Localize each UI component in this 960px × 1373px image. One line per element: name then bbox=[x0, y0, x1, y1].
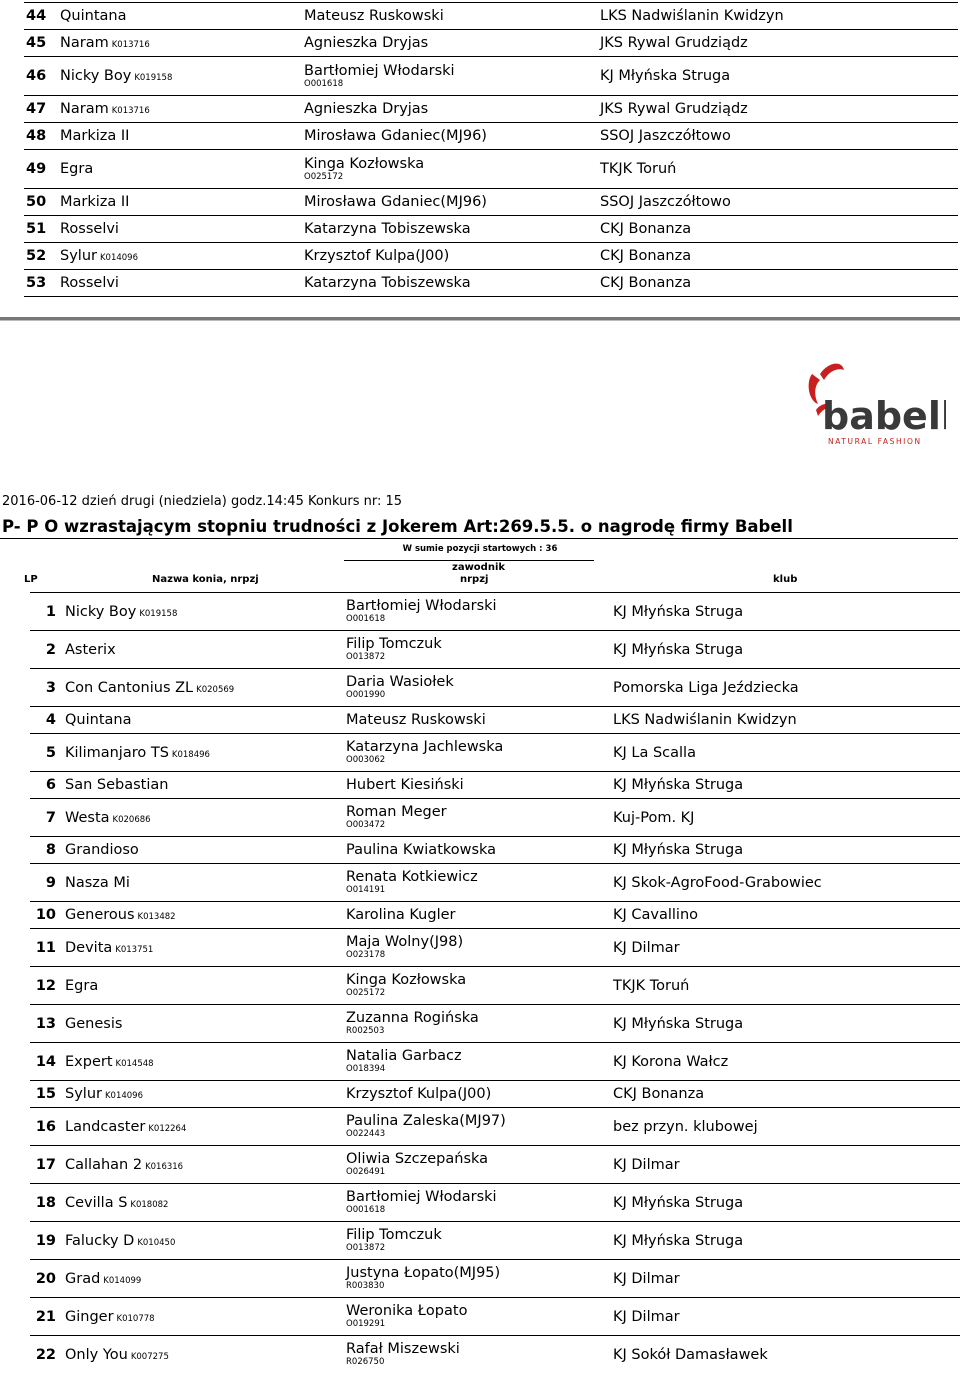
club-name: LKS Nadwiślanin Kwidzyn bbox=[600, 3, 958, 30]
horse-code: K010778 bbox=[116, 1313, 155, 1324]
rider-code: O001618 bbox=[346, 614, 386, 624]
horse-code: K013751 bbox=[115, 944, 154, 955]
horse-name: Egra bbox=[60, 161, 94, 177]
rider-name: Paulina Kwiatkowska bbox=[346, 842, 497, 858]
table-row bbox=[24, 57, 958, 96]
rider-cell bbox=[346, 902, 613, 929]
rider-cell bbox=[304, 270, 600, 297]
previous-start-list-table bbox=[24, 2, 958, 297]
rider-name: Bartłomiej Włodarski bbox=[304, 62, 455, 79]
start-number: 7 bbox=[30, 799, 65, 837]
horse-name: Genesis bbox=[65, 1015, 123, 1032]
rider-code: R002503 bbox=[346, 1026, 385, 1036]
start-number: 20 bbox=[30, 1260, 65, 1298]
rider-cell bbox=[346, 1298, 613, 1336]
table-row bbox=[30, 967, 960, 1005]
table-row bbox=[24, 189, 958, 216]
rider-cell bbox=[346, 799, 613, 837]
rider-cell bbox=[346, 593, 613, 631]
rider-name: Mateusz Ruskowski bbox=[304, 8, 444, 24]
rider-cell bbox=[304, 30, 600, 57]
horse-name: Cevilla S bbox=[65, 1194, 128, 1211]
rider-cell bbox=[346, 967, 613, 1005]
horse-code: K018082 bbox=[130, 1199, 169, 1210]
rider-name: Mirosława Gdaniec(MJ96) bbox=[304, 194, 487, 210]
rider-name: Roman Meger bbox=[346, 804, 447, 820]
rider-cell bbox=[304, 150, 600, 189]
table-row bbox=[30, 1222, 960, 1260]
rider-name: Filip Tomczuk bbox=[346, 1227, 442, 1243]
club-name: JKS Rywal Grudziądz bbox=[600, 30, 958, 57]
club-name: TKJK Toruń bbox=[613, 967, 960, 1005]
horse-code: K007275 bbox=[130, 1351, 169, 1362]
start-number: 16 bbox=[30, 1108, 65, 1146]
horse-name: Nicky Boy bbox=[65, 603, 137, 620]
start-number: 8 bbox=[30, 837, 65, 864]
babell-logo-graphic bbox=[798, 334, 946, 480]
horse-name: Sylur bbox=[60, 248, 97, 264]
horse-cell bbox=[56, 243, 304, 270]
start-number: 48 bbox=[24, 123, 56, 150]
club-name: JKS Rywal Grudziądz bbox=[600, 96, 958, 123]
table-row bbox=[24, 96, 958, 123]
rider-cell bbox=[346, 1108, 613, 1146]
rider-cell bbox=[346, 1081, 613, 1108]
rider-cell bbox=[346, 837, 613, 864]
horse-code: K013716 bbox=[111, 40, 150, 50]
table-row bbox=[30, 631, 960, 669]
rider-name: Krzysztof Kulpa(J00) bbox=[304, 248, 450, 264]
rider-cell bbox=[346, 669, 613, 707]
rider-name: Hubert Kiesiński bbox=[346, 777, 464, 793]
rider-code: O018394 bbox=[346, 1064, 386, 1074]
horse-cell bbox=[65, 967, 346, 1005]
table-row bbox=[30, 864, 960, 902]
horse-name: Nicky Boy bbox=[60, 68, 132, 84]
horse-code: K020686 bbox=[112, 814, 151, 825]
rider-name: Kinga Kozłowska bbox=[346, 972, 467, 988]
club-name: KJ Młyńska Struga bbox=[613, 1184, 960, 1222]
rider-name: Bartłomiej Włodarski bbox=[346, 598, 497, 614]
start-number: 18 bbox=[30, 1184, 65, 1222]
horse-cell bbox=[65, 799, 346, 837]
horse-cell bbox=[56, 216, 304, 243]
horse-cell bbox=[65, 1298, 346, 1336]
club-name: KJ Młyńska Struga bbox=[613, 837, 960, 864]
rider-name: Kinga Kozłowska bbox=[304, 155, 425, 172]
start-number: 21 bbox=[30, 1298, 65, 1336]
start-number: 6 bbox=[30, 772, 65, 799]
table-row bbox=[24, 3, 958, 30]
club-name: SSOJ Jaszczółtowo bbox=[600, 123, 958, 150]
horse-code: K016316 bbox=[145, 1161, 184, 1172]
club-name: SSOJ Jaszczółtowo bbox=[600, 189, 958, 216]
rider-name: Katarzyna Tobiszewska bbox=[304, 221, 471, 237]
club-name: KJ Młyńska Struga bbox=[613, 593, 960, 631]
rider-code: O003472 bbox=[346, 820, 386, 830]
table-row bbox=[30, 1043, 960, 1081]
rider-cell bbox=[346, 1043, 613, 1081]
start-number: 11 bbox=[30, 929, 65, 967]
horse-name: Markiza II bbox=[60, 128, 130, 144]
club-name: KJ Młyńska Struga bbox=[600, 57, 958, 96]
table-row bbox=[30, 1298, 960, 1336]
rider-code: O001618 bbox=[346, 1205, 386, 1215]
rider-code: O013872 bbox=[346, 1243, 386, 1253]
rider-name: Daria Wasiołek bbox=[346, 674, 454, 690]
table-row bbox=[30, 593, 960, 631]
table-row bbox=[30, 1146, 960, 1184]
horse-code: K013716 bbox=[111, 106, 150, 116]
club-name: KJ Skok-AgroFood-Grabowiec bbox=[613, 864, 960, 902]
start-number: 12 bbox=[30, 967, 65, 1005]
horse-code: K014096 bbox=[104, 1091, 143, 1101]
rider-cell bbox=[346, 707, 613, 734]
horse-name: Falucky D bbox=[65, 1232, 135, 1249]
header-lp: LP bbox=[24, 574, 38, 585]
horse-code: K014096 bbox=[99, 253, 138, 263]
rider-cell bbox=[346, 929, 613, 967]
club-name: KJ Dilmar bbox=[613, 1298, 960, 1336]
rider-cell bbox=[346, 1005, 613, 1043]
start-number: 45 bbox=[24, 30, 56, 57]
horse-cell bbox=[65, 1005, 346, 1043]
rider-code: O001618 bbox=[304, 78, 344, 89]
rider-cell bbox=[304, 123, 600, 150]
babell-logo bbox=[798, 334, 946, 480]
club-name: bez przyn. klubowej bbox=[613, 1108, 960, 1146]
horse-name: Ginger bbox=[65, 1308, 114, 1325]
horse-cell bbox=[65, 593, 346, 631]
horse-code: K014548 bbox=[115, 1058, 154, 1069]
horse-name: Nasza Mi bbox=[65, 874, 130, 891]
rider-name: Rafał Miszewski bbox=[346, 1341, 460, 1357]
rider-code: R026750 bbox=[346, 1357, 385, 1367]
club-name: KJ Młyńska Struga bbox=[613, 772, 960, 799]
horse-code: K013482 bbox=[137, 912, 176, 922]
club-name: KJ Dilmar bbox=[613, 1260, 960, 1298]
rider-cell bbox=[346, 864, 613, 902]
club-name: CKJ Bonanza bbox=[600, 243, 958, 270]
horse-cell bbox=[65, 929, 346, 967]
horse-cell bbox=[65, 631, 346, 669]
club-name: KJ Młyńska Struga bbox=[613, 1222, 960, 1260]
table-row bbox=[24, 270, 958, 297]
horse-name: Westa bbox=[65, 809, 110, 826]
start-number: 15 bbox=[30, 1081, 65, 1108]
rider-cell bbox=[304, 96, 600, 123]
table-row bbox=[30, 837, 960, 864]
club-name: KJ Dilmar bbox=[613, 929, 960, 967]
rider-code: O026491 bbox=[346, 1167, 386, 1177]
club-name: Pomorska Liga Jeździecka bbox=[613, 669, 960, 707]
club-name: TKJK Toruń bbox=[600, 150, 958, 189]
horse-name: Con Cantonius ZL bbox=[65, 679, 194, 696]
horse-name: Expert bbox=[65, 1053, 113, 1070]
rider-code: R003830 bbox=[346, 1281, 385, 1291]
horse-name: Kilimanjaro TS bbox=[65, 744, 169, 761]
table-row bbox=[30, 799, 960, 837]
rider-cell bbox=[346, 1184, 613, 1222]
club-name: LKS Nadwiślanin Kwidzyn bbox=[613, 707, 960, 734]
club-name: CKJ Bonanza bbox=[600, 216, 958, 243]
club-name: Kuj-Pom. KJ bbox=[613, 799, 960, 837]
horse-code: K014099 bbox=[103, 1275, 142, 1286]
rider-cell bbox=[346, 1222, 613, 1260]
horse-code: K020569 bbox=[196, 684, 235, 695]
start-number: 14 bbox=[30, 1043, 65, 1081]
club-name: KJ Młyńska Struga bbox=[613, 631, 960, 669]
horse-cell bbox=[65, 1108, 346, 1146]
horse-name: Naram bbox=[60, 101, 109, 117]
horse-name: Landcaster bbox=[65, 1118, 146, 1135]
header-club: klub bbox=[773, 574, 798, 585]
start-number: 49 bbox=[24, 150, 56, 189]
horse-name: Naram bbox=[60, 35, 109, 51]
horse-cell bbox=[56, 189, 304, 216]
table-row bbox=[30, 1184, 960, 1222]
club-name: KJ La Scalla bbox=[613, 734, 960, 772]
table-row bbox=[30, 669, 960, 707]
horse-code: K010450 bbox=[137, 1237, 176, 1248]
start-number: 47 bbox=[24, 96, 56, 123]
horse-name: Grandioso bbox=[65, 842, 139, 858]
table-row bbox=[24, 216, 958, 243]
rider-cell bbox=[304, 216, 600, 243]
club-name: CKJ Bonanza bbox=[600, 270, 958, 297]
rider-code: O001990 bbox=[346, 690, 386, 700]
rider-cell bbox=[346, 631, 613, 669]
table-row bbox=[30, 902, 960, 929]
table-row bbox=[30, 1005, 960, 1043]
club-name: KJ Korona Wałcz bbox=[613, 1043, 960, 1081]
horse-cell bbox=[65, 1336, 346, 1373]
rider-name: Katarzyna Tobiszewska bbox=[304, 275, 471, 291]
rider-code: O013872 bbox=[346, 652, 386, 662]
rider-name: Oliwia Szczepańska bbox=[346, 1151, 489, 1167]
rider-name: Maja Wolny(J98) bbox=[346, 934, 464, 950]
horse-cell bbox=[56, 150, 304, 189]
start-number: 2 bbox=[30, 631, 65, 669]
rider-cell bbox=[304, 57, 600, 96]
horse-code: K019158 bbox=[139, 608, 178, 619]
start-number: 51 bbox=[24, 216, 56, 243]
horse-cell bbox=[56, 270, 304, 297]
start-number: 13 bbox=[30, 1005, 65, 1043]
table-row bbox=[24, 150, 958, 189]
table-row bbox=[30, 734, 960, 772]
horse-name: Rosselvi bbox=[60, 275, 119, 291]
header-rider-top: zawodnik bbox=[452, 562, 506, 573]
rider-code: O022443 bbox=[346, 1129, 386, 1139]
table-row bbox=[30, 772, 960, 799]
competition-info-line: 2016-06-12 dzień drugi (niedziela) godz.14:45 Konkurs nr: 15 bbox=[2, 494, 403, 509]
club-name: KJ Cavallino bbox=[613, 902, 960, 929]
previous-start-list-body bbox=[24, 3, 958, 297]
horse-cell bbox=[65, 1043, 346, 1081]
table-row bbox=[30, 1260, 960, 1298]
start-number: 22 bbox=[30, 1336, 65, 1373]
horse-name: Asterix bbox=[65, 641, 116, 658]
table-row bbox=[24, 30, 958, 57]
horse-cell bbox=[65, 1146, 346, 1184]
rider-name: Weronika Łopato bbox=[346, 1303, 468, 1319]
start-number: 53 bbox=[24, 270, 56, 297]
rider-name: Katarzyna Jachlewska bbox=[346, 739, 504, 755]
start-number: 50 bbox=[24, 189, 56, 216]
rider-name: Natalia Garbacz bbox=[346, 1048, 462, 1064]
rider-name: Krzysztof Kulpa(J00) bbox=[346, 1086, 492, 1102]
rider-cell bbox=[346, 1146, 613, 1184]
rider-code: O014191 bbox=[346, 885, 386, 895]
horse-cell bbox=[65, 734, 346, 772]
rider-code: O025172 bbox=[304, 171, 344, 182]
section-separator-shadow bbox=[0, 320, 960, 321]
start-number: 19 bbox=[30, 1222, 65, 1260]
header-rider-bottom: nrpzj bbox=[460, 574, 489, 585]
horse-cell bbox=[65, 1222, 346, 1260]
horse-name: Only You bbox=[65, 1346, 128, 1363]
logo-tagline: NATURAL FASHION bbox=[828, 437, 922, 446]
horse-cell bbox=[65, 837, 346, 864]
rider-cell bbox=[346, 734, 613, 772]
horse-name: Markiza II bbox=[60, 194, 130, 210]
horse-cell bbox=[65, 669, 346, 707]
horse-cell bbox=[56, 57, 304, 96]
rider-code: O019291 bbox=[346, 1319, 386, 1329]
rider-code: O003062 bbox=[346, 755, 386, 765]
horse-cell bbox=[56, 123, 304, 150]
rider-cell bbox=[304, 3, 600, 30]
rider-code: O023178 bbox=[346, 950, 386, 960]
horse-cell bbox=[65, 1260, 346, 1298]
horse-cell bbox=[65, 864, 346, 902]
horse-name: Generous bbox=[65, 907, 135, 923]
table-row bbox=[30, 1108, 960, 1146]
table-row bbox=[24, 243, 958, 270]
table-row bbox=[30, 1081, 960, 1108]
start-number: 5 bbox=[30, 734, 65, 772]
start-number: 17 bbox=[30, 1146, 65, 1184]
header-rule bbox=[344, 560, 594, 561]
start-number: 9 bbox=[30, 864, 65, 902]
table-row bbox=[30, 929, 960, 967]
horse-code: K012264 bbox=[148, 1123, 187, 1134]
horse-cell bbox=[65, 902, 346, 929]
title-rule bbox=[0, 538, 958, 539]
horse-cell bbox=[65, 707, 346, 734]
club-name: KJ Sokół Damasławek bbox=[613, 1336, 960, 1373]
table-row bbox=[30, 707, 960, 734]
horse-name: Grad bbox=[65, 1270, 101, 1287]
rider-name: Zuzanna Rogińska bbox=[346, 1010, 479, 1026]
rider-name: Bartłomiej Włodarski bbox=[346, 1189, 497, 1205]
horse-cell bbox=[56, 96, 304, 123]
rider-code: O025172 bbox=[346, 988, 386, 998]
horse-code: K019158 bbox=[134, 73, 173, 83]
horse-name: Quintana bbox=[60, 8, 127, 24]
horse-code: K018496 bbox=[171, 749, 210, 760]
logo-wordmark: babell bbox=[822, 394, 946, 438]
rider-name: Renata Kotkiewicz bbox=[346, 869, 478, 885]
horse-name: Devita bbox=[65, 939, 113, 956]
start-number: 1 bbox=[30, 593, 65, 631]
horse-name: Quintana bbox=[65, 712, 132, 728]
start-number: 3 bbox=[30, 669, 65, 707]
rider-name: Paulina Zaleska(MJ97) bbox=[346, 1113, 506, 1129]
header-horse: Nazwa konia, nrpzj bbox=[152, 574, 259, 585]
horse-cell bbox=[65, 772, 346, 799]
rider-name: Filip Tomczuk bbox=[346, 636, 442, 652]
club-name: CKJ Bonanza bbox=[613, 1081, 960, 1108]
start-number: 52 bbox=[24, 243, 56, 270]
total-entries: W sumie pozycji startowych : 36 bbox=[402, 544, 558, 554]
horse-cell bbox=[56, 3, 304, 30]
start-list-table bbox=[30, 592, 960, 1373]
horse-name: San Sebastian bbox=[65, 777, 169, 793]
rider-name: Mirosława Gdaniec(MJ96) bbox=[304, 128, 487, 144]
rider-name: Agnieszka Dryjas bbox=[304, 101, 429, 117]
rider-cell bbox=[304, 243, 600, 270]
horse-name: Sylur bbox=[65, 1086, 102, 1102]
competition-title: P- P O wzrastającym stopniu trudności z Jokerem Art:269.5.5. o nagrodę firmy Babell bbox=[2, 517, 793, 536]
rider-name: Karolina Kugler bbox=[346, 907, 456, 923]
start-number: 46 bbox=[24, 57, 56, 96]
rider-cell bbox=[346, 772, 613, 799]
club-name: KJ Dilmar bbox=[613, 1146, 960, 1184]
rider-cell bbox=[346, 1336, 613, 1373]
rider-cell bbox=[304, 189, 600, 216]
start-number: 44 bbox=[24, 3, 56, 30]
table-row bbox=[24, 123, 958, 150]
horse-cell bbox=[65, 1081, 346, 1108]
start-number: 4 bbox=[30, 707, 65, 734]
rider-name: Justyna Łopato(MJ95) bbox=[346, 1265, 501, 1281]
horse-cell bbox=[65, 1184, 346, 1222]
horse-cell bbox=[56, 30, 304, 57]
rider-cell bbox=[346, 1260, 613, 1298]
horse-name: Egra bbox=[65, 977, 99, 994]
horse-name: Rosselvi bbox=[60, 221, 119, 237]
rider-name: Mateusz Ruskowski bbox=[346, 712, 486, 728]
start-list-body bbox=[30, 593, 960, 1373]
start-number: 10 bbox=[30, 902, 65, 929]
club-name: KJ Młyńska Struga bbox=[613, 1005, 960, 1043]
table-row bbox=[30, 1336, 960, 1373]
rider-name: Agnieszka Dryjas bbox=[304, 35, 429, 51]
horse-name: Callahan 2 bbox=[65, 1156, 143, 1173]
